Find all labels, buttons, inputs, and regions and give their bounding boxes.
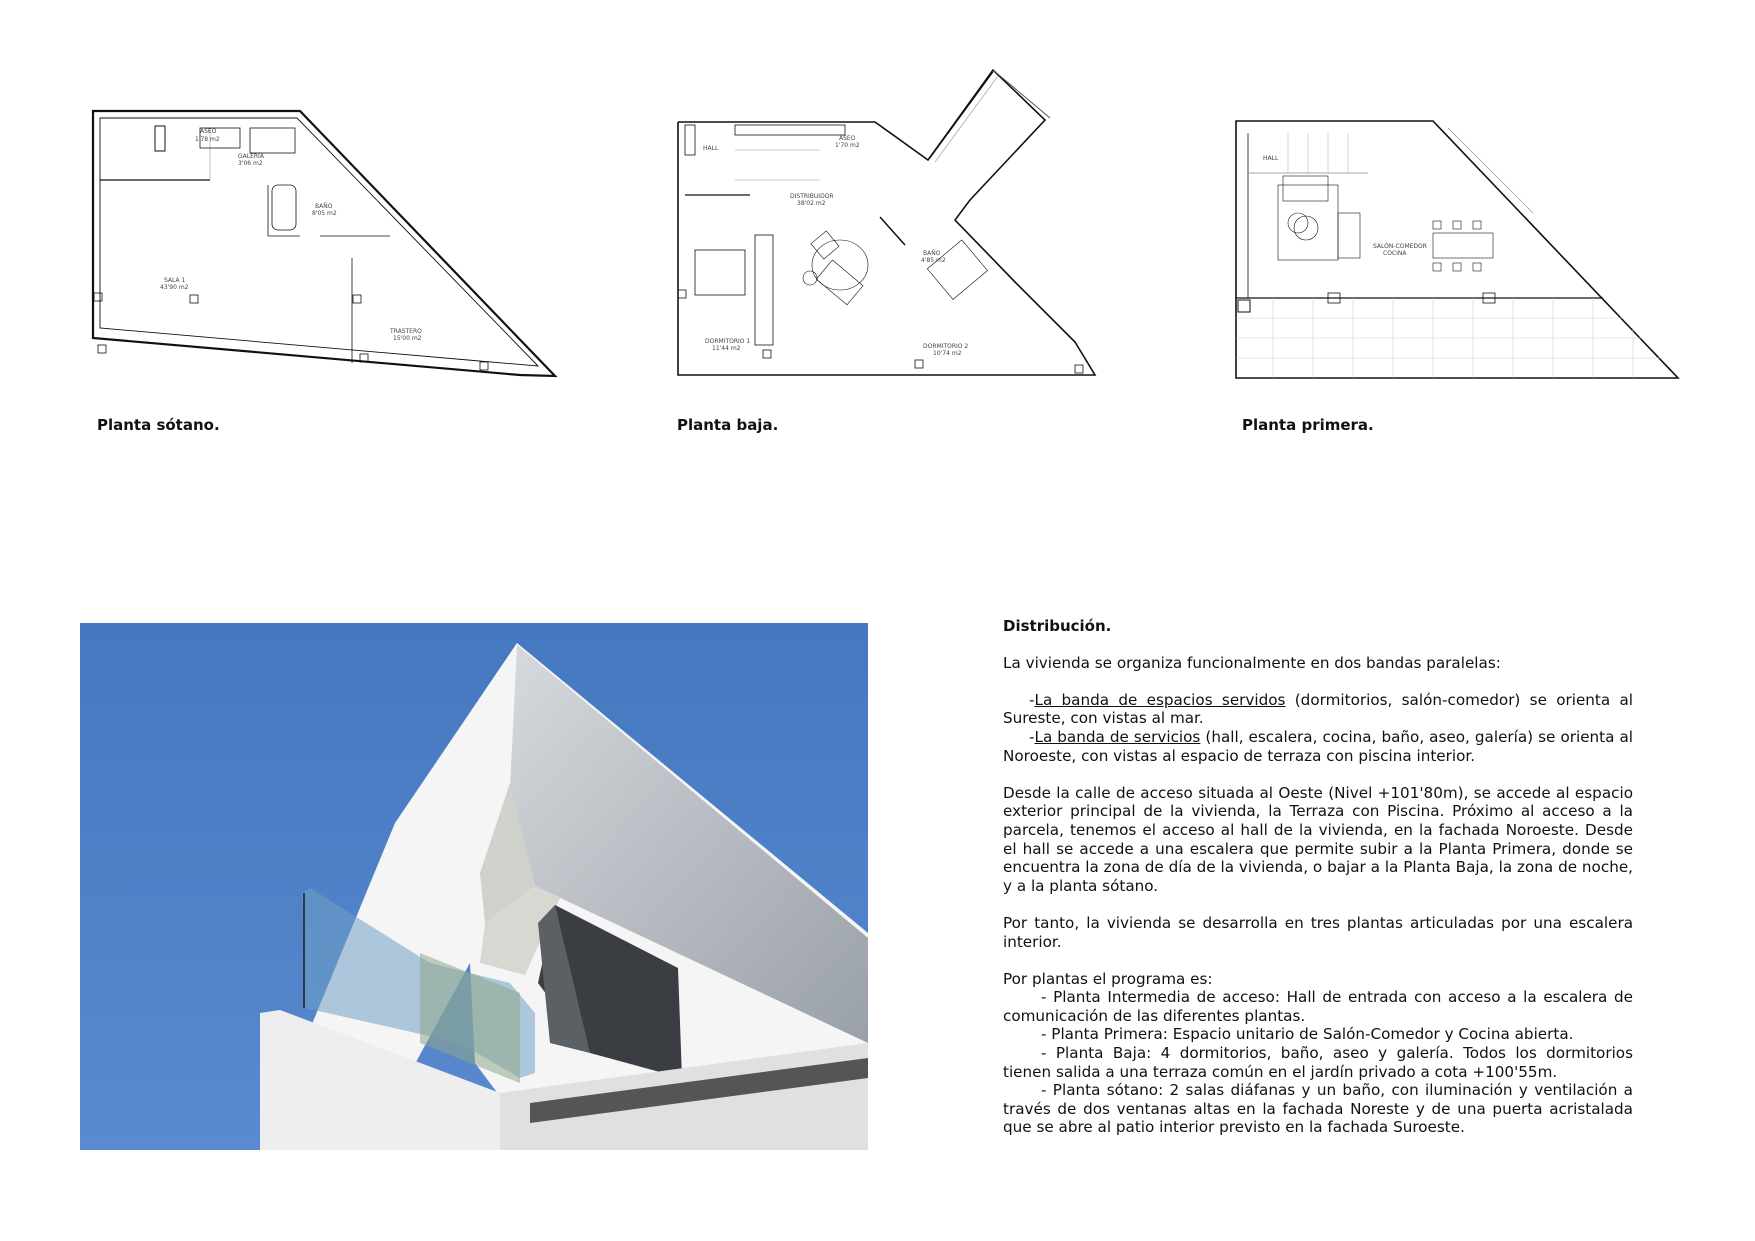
summary-paragraph: Por tanto, la vivienda se desarrolla en tres plantas articuladas por una escalera interior. xyxy=(1003,913,1633,951)
floor-plan-primera-drawing xyxy=(1233,118,1683,383)
svg-text:3'06 m2: 3'06 m2 xyxy=(238,160,263,167)
caption-planta-baja: Planta baja. xyxy=(677,416,779,434)
program-item-intermedia: - Planta Intermedia de acceso: Hall de entrada con acceso a la escalera de comunicación de las diferentes plantas. xyxy=(1003,988,1633,1025)
facade-photo-illustration xyxy=(80,623,868,1150)
svg-text:1'78 m2: 1'78 m2 xyxy=(195,136,220,143)
svg-text:DORMITORIO 1: DORMITORIO 1 xyxy=(705,338,751,345)
svg-text:8'05 m2: 8'05 m2 xyxy=(312,210,337,217)
svg-text:1'70 m2: 1'70 m2 xyxy=(835,142,860,149)
svg-text:DISTRIBUIDOR: DISTRIBUIDOR xyxy=(790,193,834,200)
program-item-primera: - Planta Primera: Espacio unitario de Salón-Comedor y Cocina abierta. xyxy=(1041,1025,1574,1044)
svg-text:4'85 m2: 4'85 m2 xyxy=(921,257,946,264)
floor-plan-primera xyxy=(1233,118,1683,383)
svg-text:15'00 m2: 15'00 m2 xyxy=(393,335,422,342)
svg-text:TRASTERO: TRASTERO xyxy=(390,328,422,335)
svg-text:38'02 m2: 38'02 m2 xyxy=(797,200,826,207)
facade-photo xyxy=(80,623,868,1150)
svg-text:HALL: HALL xyxy=(703,145,719,152)
svg-text:10'74 m2: 10'74 m2 xyxy=(933,350,962,357)
band-servidos-paragraph: -La banda de espacios servidos (dormitorios, salón-comedor) se orienta al Sureste, con vistas al mar. xyxy=(1003,690,1634,728)
intro-paragraph: La vivienda se organiza funcionalmente en dos bandas paralelas: xyxy=(1003,653,1501,672)
access-paragraph: Desde la calle de acceso situada al Oeste (Nivel +101'80m), se accede al espacio exterior principal de la vivienda, la Terraza con Piscina. Próximo al acceso a la parcela, tenemos el acceso al hall de la vivienda, en la fachada Noroeste. Desde el hall se accede a una escalera que permite subir a la Planta Primera, donde se encuentra la zona de día de la vivienda, o bajar a la Planta Baja, la zona de noche, y a la planta sótano. xyxy=(1003,783,1633,895)
svg-text:43'90 m2: 43'90 m2 xyxy=(160,284,189,291)
band-servicios-paragraph: -La banda de servicios (hall, escalera, cocina, baño, aseo, galería) se orienta al Noroeste, con vistas al espacio de terraza con piscina interior. xyxy=(1003,727,1633,765)
distribution-text xyxy=(1003,617,1633,1137)
caption-planta-primera: Planta primera. xyxy=(1242,416,1374,434)
room-label-aseo: ASEO xyxy=(200,128,217,135)
floor-plan-sotano-drawing xyxy=(90,108,570,393)
svg-text:11'44 m2: 11'44 m2 xyxy=(712,345,741,352)
svg-text:BAÑO: BAÑO xyxy=(315,203,333,210)
band-servicios-term: La banda de servicios xyxy=(1034,727,1201,746)
floor-plan-baja-drawing xyxy=(675,50,1115,385)
caption-planta-sotano: Planta sótano. xyxy=(97,416,220,434)
svg-text:COCINA: COCINA xyxy=(1383,250,1407,257)
svg-text:HALL: HALL xyxy=(1263,155,1279,162)
svg-text:SALA 1: SALA 1 xyxy=(164,277,186,284)
svg-text:DORMITORIO 2: DORMITORIO 2 xyxy=(923,343,969,350)
section-heading: Distribución. xyxy=(1003,617,1112,635)
band-servidos-term: La banda de espacios servidos xyxy=(1034,690,1286,709)
program-item-baja: - Planta Baja: 4 dormitorios, baño, aseo y galería. Todos los dormitorios tienen salida a una terraza común en el jardín privado a cota +100'55m. xyxy=(1003,1044,1633,1081)
program-intro: Por plantas el programa es: xyxy=(1003,969,1213,988)
svg-text:BAÑO: BAÑO xyxy=(923,250,941,257)
svg-text:GALERÍA: GALERÍA xyxy=(238,153,264,160)
svg-text:ASEO: ASEO xyxy=(839,135,856,142)
svg-text:SALÓN-COMEDOR: SALÓN-COMEDOR xyxy=(1373,243,1427,250)
program-item-sotano: - Planta sótano: 2 salas diáfanas y un baño, con iluminación y ventilación a través de dos ventanas altas en la fachada Noreste y de una puerta acristalada que se abre al patio interior previsto en la fachada Suroeste. xyxy=(1003,1081,1633,1137)
floor-plan-sotano xyxy=(90,108,570,393)
floor-plan-baja xyxy=(675,50,1115,385)
